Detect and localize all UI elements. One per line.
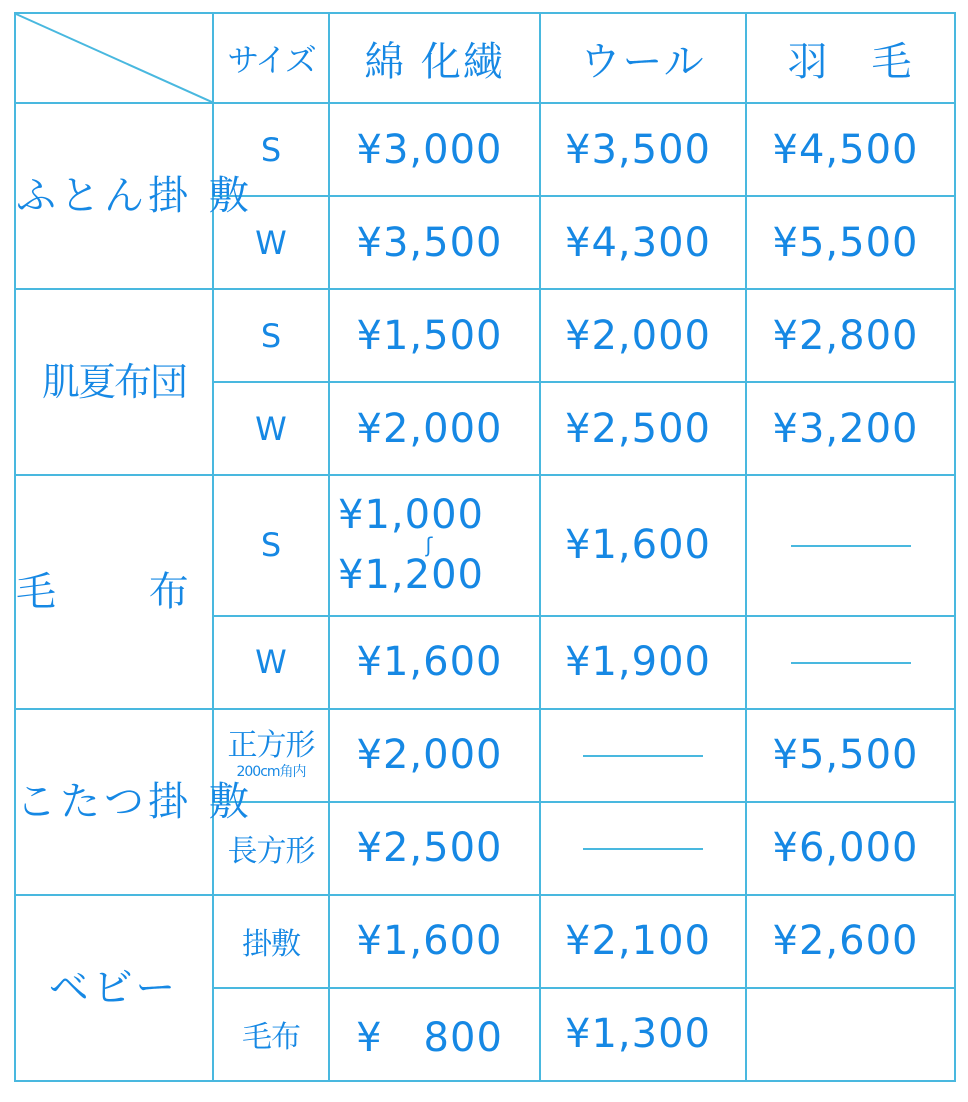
dash-mark (791, 545, 911, 547)
header-cotton: 綿 化繊 (329, 13, 540, 103)
size-cell: 長方形 (213, 802, 329, 895)
price-down: ¥5,500 (746, 709, 955, 802)
price-down: ¥4,500 (746, 103, 955, 196)
header-down: 羽 毛 (746, 13, 955, 103)
price-wool: ¥1,600 (540, 475, 746, 615)
price-down: ¥2,800 (746, 289, 955, 382)
size-label: 正方形 (227, 728, 315, 764)
price-down-none (746, 616, 955, 709)
size-cell: S (213, 289, 329, 382)
price-wool: ¥2,100 (540, 895, 746, 988)
price-wool: ¥2,500 (540, 382, 746, 475)
header-row (15, 13, 955, 103)
table-row (15, 475, 955, 615)
price-wool: ¥1,300 (540, 988, 746, 1081)
header-wool: ウール (540, 13, 746, 103)
price-wool: ¥2,000 (540, 289, 746, 382)
price-down-none (746, 475, 955, 615)
size-cell: W (213, 382, 329, 475)
corner-diagonal (16, 14, 212, 102)
price-wool-none (540, 802, 746, 895)
category-kotatsu: こたつ掛 敷 (15, 709, 213, 895)
price-down: ¥2,600 (746, 895, 955, 988)
table-row (15, 895, 955, 988)
size-cell: 掛敷 (213, 895, 329, 988)
price-cotton: ¥ 800 (329, 988, 540, 1081)
price-down: ¥3,200 (746, 382, 955, 475)
category-blanket: 毛 布 (15, 475, 213, 708)
price-cotton: ¥1,500 (329, 289, 540, 382)
price-range-from: ¥1,000 (338, 492, 484, 539)
header-size: サイズ (213, 13, 329, 103)
price-cotton-range (329, 475, 540, 615)
price-down-empty (746, 988, 955, 1081)
range-separator: ʃ (425, 533, 434, 558)
table-row (15, 289, 955, 382)
price-range-to: ¥1,200 (338, 552, 484, 599)
corner-cell (15, 13, 213, 103)
size-cell: W (213, 196, 329, 289)
price-wool-none (540, 709, 746, 802)
price-cotton: ¥3,000 (329, 103, 540, 196)
price-down: ¥5,500 (746, 196, 955, 289)
price-table (14, 12, 956, 1082)
price-sheet (14, 12, 954, 1082)
size-cell: 毛布 (213, 988, 329, 1081)
price-cotton: ¥2,000 (329, 382, 540, 475)
price-wool: ¥1,900 (540, 616, 746, 709)
size-note: 200cm角内 (236, 764, 306, 781)
size-cell: S (213, 475, 329, 615)
category-futon: ふとん掛 敷 (15, 103, 213, 289)
category-baby: ベビー (15, 895, 213, 1081)
dash-mark (791, 662, 911, 664)
price-cotton: ¥1,600 (329, 616, 540, 709)
price-cotton: ¥1,600 (329, 895, 540, 988)
price-cotton: ¥3,500 (329, 196, 540, 289)
price-wool: ¥3,500 (540, 103, 746, 196)
category-summer-futon: 肌夏布団 (15, 289, 213, 475)
dash-mark (583, 755, 703, 757)
price-cotton: ¥2,000 (329, 709, 540, 802)
dash-mark (583, 848, 703, 850)
price-cotton: ¥2,500 (329, 802, 540, 895)
size-cell: S (213, 103, 329, 196)
table-row (15, 709, 955, 802)
price-down: ¥6,000 (746, 802, 955, 895)
size-cell: W (213, 616, 329, 709)
price-wool: ¥4,300 (540, 196, 746, 289)
table-row (15, 103, 955, 196)
